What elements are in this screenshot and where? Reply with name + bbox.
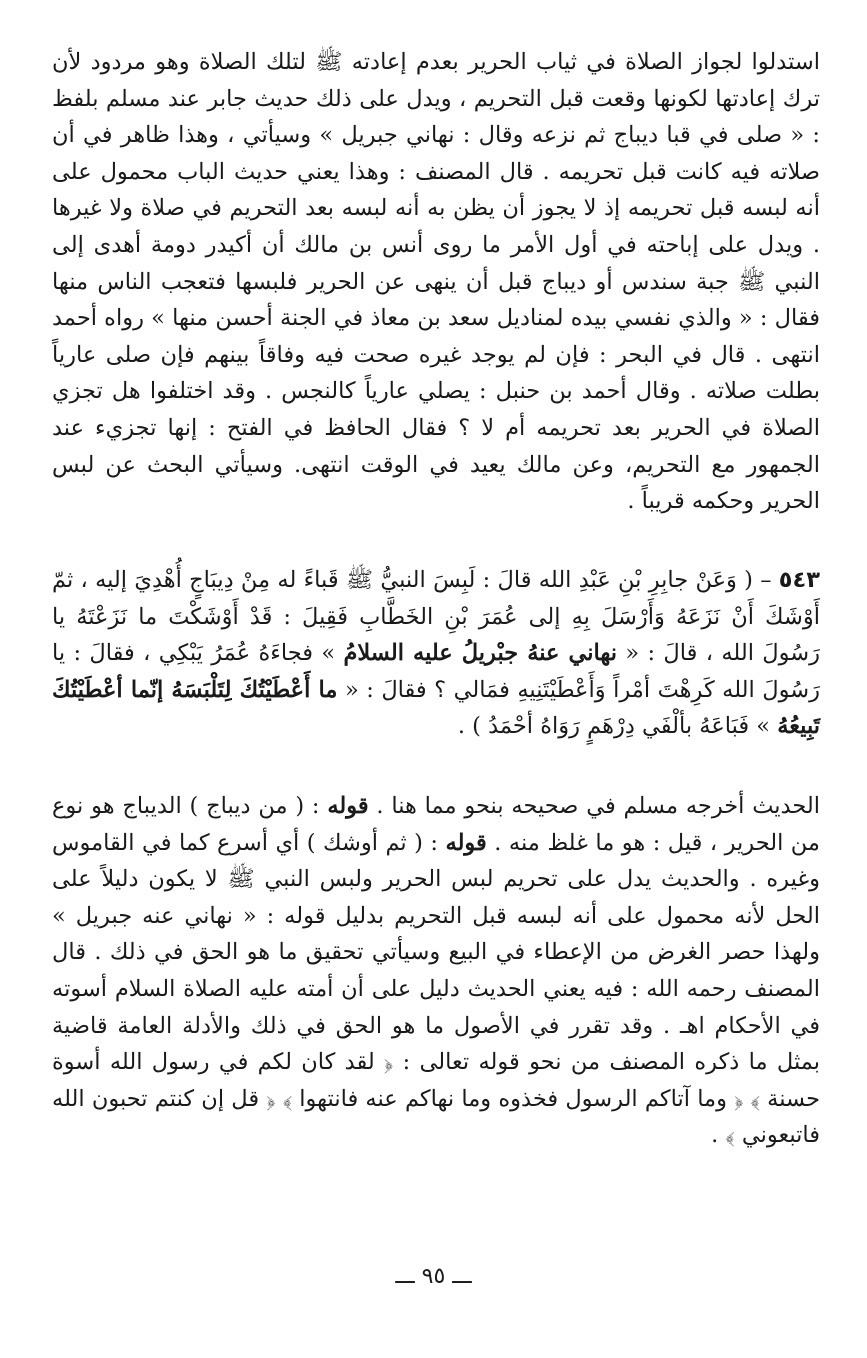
commentary-text: استدلوا لجواز الصلاة في ثياب الحرير بعدم إعادته ﷺ لتلك الصلاة وهو مردود لأن ترك إعادتها لكونها وقعت قبل التحريم ، ويدل على ذلك حديث جابر عند مسلم بلفظ : « صلى في قبا ديباج ثم نزعه وقال : نهاني جبريل » وسيأتي ، وهذا ظاهر في أن صلاته فيه كانت قبل تحريمه . قال المصنف : وهذا يعني حديث الباب محمول على أنه لبسه قبل تحريمه إذ لا يجوز أن يظن به أنه لبسه بعد التحريم في صلاة ولا غيرها . ويدل على إباحته في أول الأمر ما روى أنس بن مالك أن أكيدر دومة أهدى إلى النبي ﷺ جبة سندس أو ديباج قبل أن ينهى عن الحرير فلبسها فتعجب الناس منها فقال : « والذي نفسي بيده لمناديل سعد بن معاذ في الجنة أحسن منها » رواه أحمد انتهى . قال في البحر : فإن لم يوجد غيره صحت فيه وفاقاً بينهم فإن صلى عارياً بطلت صلاته . وقال أحمد بن حنبل : يصلي عارياً كالنجس . وقد اختلفوا هل تجزي الصلاة في الحرير بعد تحريمه أم لا ؟ فقال الحافظ في الفتح : إنها تجزيء عند الجمهور مع التحريم، وعن مالك يعيد في الوقت انتهى. وسيأتي البحث عن لبس الحرير وحكمه قريباً . [52,49,820,515]
qawluhu-label: قوله [445,829,487,856]
hadith-number: ٥٤٣ [778,567,820,593]
page-body [52,44,820,1149]
commentary-paragraph [52,44,820,532]
hadith-text-part: » فجاءَهُ عُمَرُ يَبْكِي ، فقالَ : يا رَسُولَ الله كَرِهْتَ أمْراً وَأَعْطَيْتَنِيهِ فمَالي ؟ فقالَ : « [52,640,820,703]
hadith-dash: – [752,567,779,593]
hadith-bold-quote: نهاني عنهُ جبْريلُ عليه السلامُ [343,640,618,667]
hadith-text-part: » فَبَاعَهُ بألْفَي دِرْهَمٍ رَوَاهُ أحْمَدُ ) . [457,713,778,740]
qawluhu-label: قوله [327,793,369,819]
explanation-text: الحديث أخرجه مسلم في صحيحه بنحو مما هنا . [368,793,820,819]
hadith-paragraph [52,562,820,746]
explanation-text: : ( ثم أوشك ) أي أسرع كما في القاموس وغيره . والحديث يدل على تحريم لبس الحرير ولبس النبي ﷺ لا يكون دليلاً على الحل لأنه محمول على أنه لبسه قبل التحريم بدليل قوله : « نهاني عنه جبريل » ولهذا حصر الغرض من الإعطاء في البيع وسيأتي تحقيق ما هو الحق في ذلك . قال المصنف رحمه الله : فيه يعني الحديث دليل على أن أمته عليه الصلاة السلام أسوته في الأحكام اهـ . وقد تقرر في الأصول ما هو الحق في ذلك والأدلة العامة قاضية بمثل ما ذكره المصنف من نحو قوله تعالى : ﴿ لقد كان لكم في رسول الله أسوة حسنة ﴾ ﴿ وما آتاكم الرسول فخذوه وما نهاكم عنه فانتهوا ﴾ ﴿ قل إن كنتم تحبون الله فاتبعوني ﴾ . [52,829,820,1149]
page-number: ـــ ٩٥ ـــ [395,1264,472,1289]
hadith-text-part: ( وَعَنْ جابِرِ بْنِ عَبْدِ الله قالَ : لَبِسَ النبيُّ ﷺ قَباءً له مِنْ دِيبَاجٍ أُهْدِيَ إليه ، ثمّ أَوْشَكَ أَنْ نَزَعَهُ وَأَرْسَلَ بِهِ إلى عُمَرَ بْنِ الخَطَّابِ فَقِيلَ : قَدْ أَوْشَكْتَ ما نَزَعْتَهُ يا رَسُولَ الله ، قالَ : « [52,567,820,667]
explanation-text: : ( من ديباج ) الديباج هو نوع من الحرير ، قيل : هو ما غلظ منه . [52,793,820,856]
hadith-bold-quote: ما أَعْطَيْتُكَ لِتَلْبَسَهُ إنّما أعْطَيْتُكَ تَبِيعُهُ [52,676,820,740]
explanation-paragraph [52,788,820,1149]
